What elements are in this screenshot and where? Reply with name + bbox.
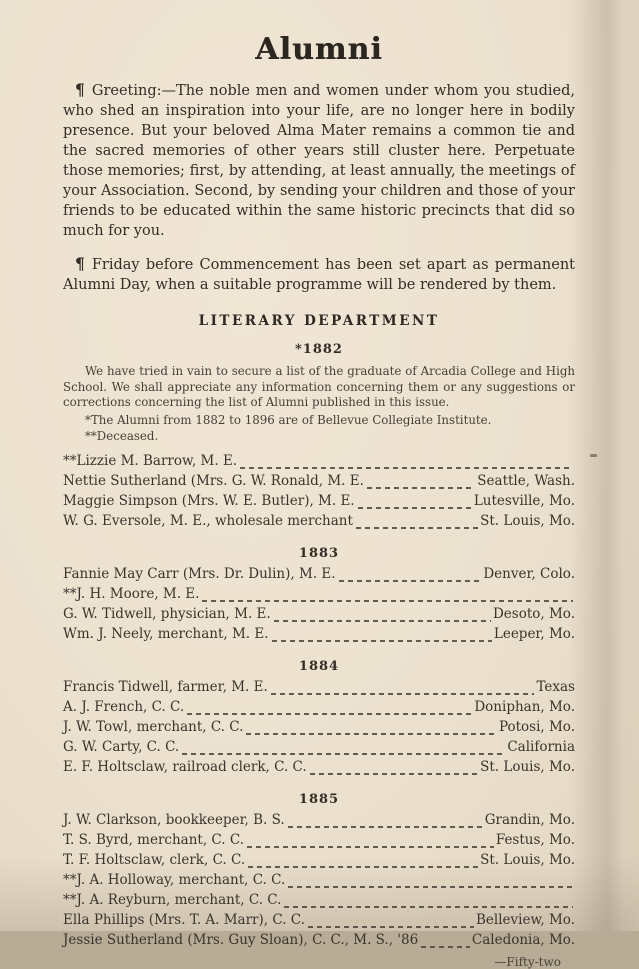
alumni-entry-row [63,872,575,892]
editors-note-text: We have tried in vain to secure a list of the graduate of Arcadia College and High School. We shall appreciate any information concerning them or any suggestions or corrections concerning the list of Alumni published in this issue. [63,364,575,409]
alumni-entry-row [63,832,575,852]
alumni-entry-row [63,912,575,932]
footnote-bellevue: *The Alumni from 1882 to 1896 are of Bellevue Collegiate Institute. [85,412,492,427]
entry-dash-leader [284,906,573,907]
entry-location: St. Louis, Mo. [480,851,575,868]
entry-name: Nettie Sutherland (Mrs. G. W. Ronald, M. E. [63,472,364,489]
entry-location: St. Louis, Mo. [480,758,575,775]
entry-name: Maggie Simpson (Mrs. W. E. Butler), M. E. [63,492,355,509]
entry-name: W. G. Eversole, M. E., wholesale merchant [63,512,353,529]
alumni-entry-row [63,719,575,739]
entry-dash-leader [288,826,483,827]
alumni-year-section [63,792,575,952]
entry-dash-leader [182,753,505,754]
alumni-entry-row [63,679,575,699]
page-content [63,0,575,969]
entry-name: A. J. French, C. C. [63,698,185,715]
entry-location: Seattle, Wash. [477,472,575,489]
entry-name: G. W. Tidwell, physician, M. E. [63,605,271,622]
year-heading-1882: *1882 [295,342,343,357]
pilcrow-mark: ¶ [75,254,85,273]
entry-name: T. S. Byrd, merchant, C. C. [63,831,244,848]
greeting-paragraph [63,80,575,241]
entry-name: **J. A. Reyburn, merchant, C. C. [63,891,282,908]
entry-dash-leader [271,693,535,694]
alumni-year-sections [63,546,575,952]
entry-dash-leader [310,773,478,774]
entry-dash-leader [274,620,491,621]
entry-location: Festus, Mo. [495,831,575,848]
greeting-paragraph-text: Greeting:—The noble men and women under whom you studied, who shed an inspiration into your life, are no longer here in bodily presence. But your beloved Alma Mater remains a common tie and the sacred memories of other years still cluster here. Perpetuate those memories; first, by attending, at least annually, the meetings of your Association. Second, by sending your children and those of your friends to be educated within the same historic precincts that did so much for you. [63,83,575,239]
alumni-entries-1885 [63,812,575,952]
alumni-entry-row [63,566,575,586]
editors-note [63,364,575,411]
alumni-entry-row [63,759,575,779]
entry-dash-leader [356,527,478,528]
entry-dash-leader [272,640,492,641]
alumni-entry-row [63,606,575,626]
entry-location: Denver, Colo. [483,565,575,582]
entry-dash-leader [247,846,494,847]
entry-location: Potosi, Mo. [498,718,575,735]
alumni-entry-row [63,932,575,952]
literary-department-heading: LITERARY DEPARTMENT [198,313,440,329]
entry-location: Leeper, Mo. [493,625,575,642]
alumni-entry-row [63,626,575,646]
alumni-entry-row [63,513,575,533]
entry-dash-leader [246,733,497,734]
alumni-entry-row [63,699,575,719]
entry-name: E. F. Holtsclaw, railroad clerk, C. C. [63,758,307,775]
entry-name: **J. A. Holloway, merchant, C. C. [63,871,286,888]
entry-name: T. F. Holtsclaw, clerk, C. C. [63,851,246,868]
alumni-entries-1883 [63,566,575,646]
entry-dash-leader [308,926,474,927]
alumni-day-paragraph [63,254,575,295]
footnote-deceased: **Deceased. [85,429,159,443]
entry-location: Desoto, Mo. [492,605,575,622]
entry-location: Grandin, Mo. [484,811,575,828]
entry-name: Wm. J. Neely, merchant, M. E. [63,625,269,642]
entry-location: Texas [536,678,575,695]
alumni-entries-1882 [63,453,575,533]
entry-location: St. Louis, Mo. [480,512,575,529]
year-heading-1885: 1885 [298,791,340,807]
alumni-entry-row [63,493,575,513]
page-title: Alumni [255,32,383,67]
alumni-day-paragraph-text: Friday before Commencement has been set apart as permanent Alumni Day, when a suitable programme will be rendered by them. [63,257,575,293]
entry-dash-leader [358,507,472,508]
entry-dash-leader [367,487,475,488]
alumni-entry-row [63,892,575,912]
alumni-entry-row [63,473,575,493]
entry-dash-leader [187,713,472,714]
pilcrow-mark: ¶ [75,80,85,99]
entry-name: Fannie May Carr (Mrs. Dr. Dulin), M. E. [63,565,336,582]
alumni-entry-row [63,852,575,872]
alumni-entry-row [63,812,575,832]
entry-name: J. W. Clarkson, bookkeeper, B. S. [63,811,285,828]
year-heading-1883: 1883 [298,545,340,561]
entry-dash-leader [339,580,482,581]
scan-artifact-mark [590,454,597,457]
entry-name: G. W. Carty, C. C. [63,738,180,755]
entry-name: **Lizzie M. Barrow, M. E. [63,452,238,469]
entry-location: Doniphan, Mo. [474,698,575,715]
alumni-entries-1884 [63,679,575,779]
alumni-year-section [63,659,575,779]
entry-location: Lutesville, Mo. [473,492,575,509]
entry-dash-leader [202,600,573,601]
alumni-entry-row [63,586,575,606]
entry-location: California [507,738,575,755]
entry-name: J. W. Towl, merchant, C. C. [63,718,244,735]
entry-location: Caledonia, Mo. [471,931,575,948]
alumni-entry-row [63,453,575,473]
entry-name: Francis Tidwell, farmer, M. E. [63,678,268,695]
page-number: —Fifty-two [494,954,561,969]
entry-dash-leader [288,886,573,887]
entry-dash-leader [248,866,478,867]
entry-dash-leader [421,946,470,947]
entry-name: Jessie Sutherland (Mrs. Guy Sloan), C. C., M. S., '86 [63,931,419,948]
year-heading-1884: 1884 [298,658,340,674]
entry-location: Belleview, Mo. [475,911,575,928]
alumni-year-section [63,546,575,646]
entry-name: Ella Phillips (Mrs. T. A. Marr), C. C. [63,911,305,928]
entry-dash-leader [240,467,573,468]
alumni-entry-row [63,739,575,759]
entry-name: **J. H. Moore, M. E. [63,585,200,602]
